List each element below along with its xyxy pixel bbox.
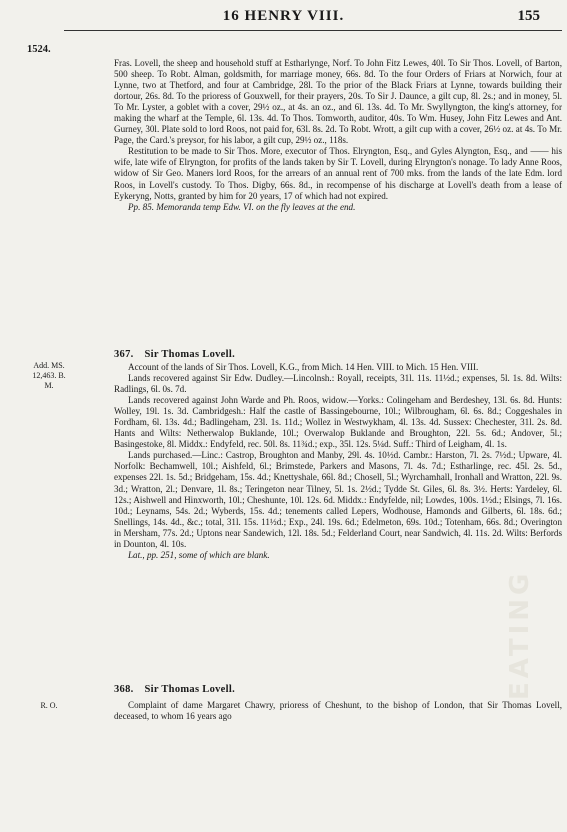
entry-368-body bbox=[114, 700, 562, 722]
paragraph: Lands recovered against John Warde and Ph. Roos, widow.—Yorks.: Colingeham and Berdeshey, 13l. 6s. 8d. Hunts: Wolley, 19l. 1s. 3d. Cambridgesh.: Half the castle of Bassingebourne, 10l.; Wilbrougham, 6l. 6s. 8d.; Coggeshales in Fordham, 6l. 13s. 4d.; Badlingeham, 23l. 1s. 11d.; Wollez in Westwykham, 4l. 13s. 4d. Sussex: Chechester, 31l. 2s. 8d. Hants and Wilts: Netherwalop Buklande, 10l.; Overwalop Buklande and Broughton, 22l. 5s. 6d.; Andover, 5l.; Basingestoke, 8l. Middx.: Endyfeld, rec. 50l. 8s. 11¾d.; exp., 35l. 12s. 5¼d. Suff.: Third of Leigham, 4l. 1s. bbox=[114, 395, 562, 450]
library-stamp-watermark: EATING bbox=[505, 569, 535, 700]
paragraph: Account of the lands of Sir Thos. Lovell, K.G., from Mich. 14 Hen. VIII. to Mich. 15 Hen. VIII. bbox=[128, 362, 479, 372]
entry-number: 367. bbox=[114, 349, 134, 360]
physical-description: Lat., pp. 251, some of which are blank. bbox=[128, 549, 270, 560]
margin-year: 1524. bbox=[27, 44, 51, 55]
paragraph: Fras. Lovell, the sheep and household stuff at Estharlynge, Norf. To John Fitz Lewes, 40l. To Sir Thos. Lovell, of Barton, 500 sheep. To Robt. Alman, goldsmith, for marriage money, 66s. 8d. To the four Orders of Friars at Norwich, four at Lynne, two at Thetford, and four at Cambridge, 28l. To the prior of the Black Friars at Lynne, towards building their dortour, 26s. 8d. To the prioress of Gouxwell, for their prayers, 20s. To Sir J. Daunce, a gilt cup, 8l. 2s.; and in money, 5l. To Mr. Lyster, a goblet with a cover, 29½ oz., at 4s. an oz., and 6l. 13s. 4d. To Mr. Swyllyngton, the king's attorney, for making the wharf at the Temple, 6l. 13s. 4d. To Thos. Tomworth, auditor, 40s. To Wm. Husey, John Fitz Lewes and Ant. Gurney, 30l. Plate sold to lord Roos, not paid for, 63l. 8s. 2d. To Robt. Wrott, a gilt cup with a cover, 26½ oz. at 4s. To Mr. Page, the Card.'s preysor, for his labor, a gilt cup, 29½ oz., 118s. bbox=[114, 58, 562, 146]
paragraph: Complaint of dame Margaret Chawry, prioress of Cheshunt, to the bishop of London, that Sir Thomas Lovell, deceased, to whom 16 years ago bbox=[114, 700, 562, 722]
page-header bbox=[0, 8, 567, 30]
entry-title: Sir Thomas Lovell. bbox=[144, 349, 236, 360]
paragraph: Lands purchased.—Linc.: Castrop, Broughton and Manby, 29l. 4s. 10½d. Cambr.: Harston, 7l. 2s. 7½d.; Upware, 4l. Norfolk: Bechamwell, 10l.; Aishfeld, 6l.; Brimstede, Parkers and Masons, 7l. 4s. 7d.; Estharlinge, rec. 45l. 2s. 5d., expenses 22l. 1s. 5d.; Bridgeham, 15s. 4d.; Knettyshale, 66l. 8d.; Chosell, 5l.; Wyrchamhall, Ironhall and Wratton, 22l. 9s. 3d.; Wratton, 2l.; Denvare, 1l. 8s.; Teringeton near Tilney, 5l. 1s. 2½d.; Tydde St. Giles, 6l. 8s. 3½. Herts: Yardeley, 6l. 12s.; Aishwell and Hinxworth, 10l.; Cheshunte, 10l. 12s. 6d. Middx.: Endyfelde, nil; Lowdes, 100s. 1½d.; Elsings, 7l. 16s. 10d.; Leynams, 54s. 2d.; Wyberds, 15s. 4d.; tenements called Lepers, Wodhouse, Hamonds and Gilberts, 6l. 18s. 6d.; Snellings, 14s. 4d., &c.; total, 31l. 15s. 11½d.; Exp., 24l. 19s. 6d.; Edelmeton, 69s. 10d.; Totenham, 66s. 8d.; Overington in Mersham, 77s. 2d.; Uptons near Sandewich, 12l. 18s. 5d.; Felderland Court, near Sandwich, 4l. 11s. 2d. Wilts: Berfords in Dounton, 4l. 10s. bbox=[114, 450, 562, 549]
entry-367-body bbox=[114, 362, 562, 561]
entry-heading-368 bbox=[114, 684, 235, 695]
physical-description: Pp. 85. Memoranda temp Edw. VI. on the fly leaves at the end. bbox=[128, 201, 356, 212]
entry-number: 368. bbox=[114, 684, 134, 695]
paragraph: Lands recovered against Sir Edw. Dudley.—Lincolnsh.: Royall, receipts, 31l. 11s. 11½d.; expenses, 5l. 1s. 8d. Wilts: Radlings, 6l. 0s. 7d. bbox=[114, 373, 562, 395]
margin-source-note: Add. MS. 12,463. B. M. bbox=[32, 361, 66, 390]
paragraph: Restitution to be made to Sir Thos. More, executor of Thos. Elryngton, Esq., and Gyles Alyngton, Esq., and —— his wife, late wife of Elryngton, for profits of the lands taken by Sir T. Lovell, during Elryngton's nonage. To lady Anne Roos, widow of Sir Geo. Maners lord Roos, for the arrears of an annual rent of 700 mks. from the lands of the late Edm. lord Roos, in Lovell's custody. To Thos. Digby, 66s. 8d., in recompense of his discharge at Lovell's death from a lease of Eykeryng, Notts, granted by him for 20 years, 17 of which had not expired. bbox=[114, 146, 562, 201]
entry-continuation bbox=[114, 58, 562, 213]
margin-source-note: R. O. bbox=[40, 701, 58, 710]
page-number: 155 bbox=[517, 8, 540, 24]
running-title: 16 HENRY VIII. bbox=[222, 8, 345, 24]
header-rule bbox=[64, 30, 562, 31]
entry-heading-367 bbox=[114, 349, 235, 360]
entry-title: Sir Thomas Lovell. bbox=[144, 684, 236, 695]
